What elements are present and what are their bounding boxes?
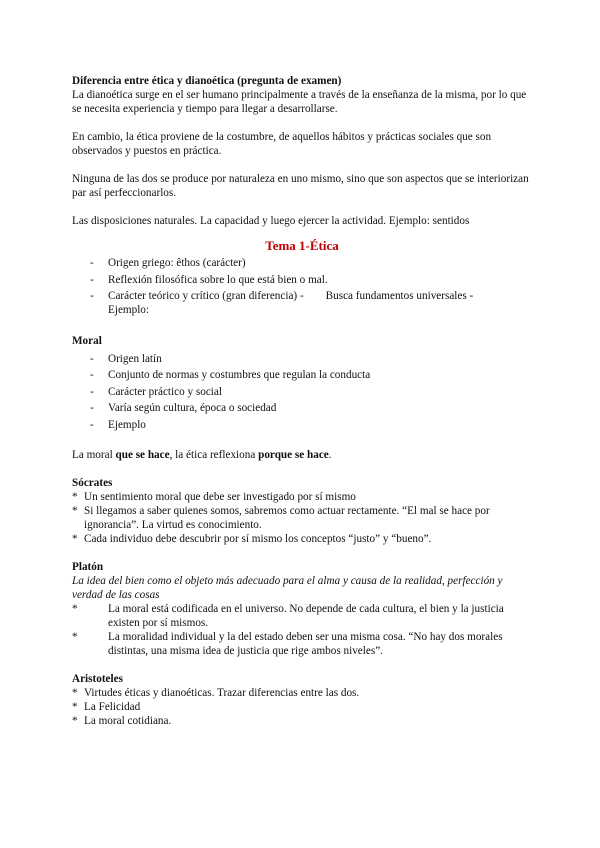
- list-item: * Si llegamos a saber quienes somos, sabremos como actuar rectamente. “El mal se hace por ignorancia”. La virtud es conocimiento.: [72, 504, 532, 532]
- paragraph-naturaleza: Ninguna de las dos se produce por naturaleza en uno mismo, sino que son aspectos que se interiorizan par así perfeccionarlos.: [72, 173, 529, 199]
- list-item: - Origen latín: [72, 352, 532, 366]
- list-item-continuation: Ejemplo:: [108, 304, 150, 316]
- list-item: * La moralidad individual y la del estado deben ser una misma cosa. “No hay dos morales distintas, una misma idea de justicia que rige ambos niveles”.: [72, 630, 532, 658]
- sentence-bold-part: porque se hace: [258, 449, 329, 461]
- list-item: - Ejemplo: [72, 418, 532, 432]
- platon-heading: Platón: [72, 561, 104, 573]
- moral-vs-etica-sentence: [72, 448, 532, 462]
- document-page: [72, 74, 532, 728]
- list-item: - Carácter práctico y social: [72, 385, 532, 399]
- etica-list: [72, 256, 532, 317]
- list-item: * La moral cotidiana.: [72, 714, 532, 728]
- paragraph-etica: En cambio, la ética proviene de la costumbre, de aquellos hábitos y prácticas sociales que son observados y puestos en práctica.: [72, 131, 492, 157]
- tema-title: Tema 1-Ética: [265, 238, 339, 253]
- sentence-bold-part: que se hace: [115, 449, 170, 461]
- list-item: - Varía según cultura, época o sociedad: [72, 401, 532, 415]
- list-item-extra: Busca fundamentos universales -: [325, 290, 474, 302]
- list-item: * Virtudes éticas y dianoéticas. Trazar diferencias entre las dos.: [72, 686, 532, 700]
- aristoteles-heading: Aristoteles: [72, 673, 123, 685]
- list-item-text: Carácter teórico y crítico (gran diferencia) -: [108, 290, 304, 302]
- list-item: - Reflexión filosófica sobre lo que está bien o mal.: [72, 273, 532, 287]
- paragraph-dianoetica: La dianoética surge en el ser humano principalmente a través de la enseñanza de la misma, por lo que se necesita experiencia y tiempo para llegar a desarrollarse.: [72, 89, 527, 115]
- moral-heading: Moral: [72, 334, 102, 347]
- heading-diferencia: Diferencia entre ética y dianoética (pregunta de examen): [72, 75, 342, 87]
- list-item: [72, 289, 532, 317]
- sentence-part: , la ética reflexiona: [169, 449, 259, 461]
- list-item: * La Felicidad: [72, 700, 532, 714]
- sentence-part: .: [328, 449, 332, 461]
- list-item: - Origen griego: êthos (carácter): [72, 256, 532, 270]
- list-item: - Conjunto de normas y costumbres que regulan la conducta: [72, 368, 532, 382]
- list-item: * Cada individuo debe descubrir por sí mismo los conceptos “justo” y “bueno”.: [72, 532, 532, 546]
- platon-quote: La idea del bien como el objeto más adecuado para el alma y causa de la realidad, perfección y verdad de las cosas: [72, 575, 503, 601]
- moral-list: [72, 352, 532, 432]
- list-item: * La moral está codificada en el universo. No depende de cada cultura, el bien y la justicia existen por sí mismos.: [72, 602, 532, 630]
- list-item: * Un sentimiento moral que debe ser investigado por sí mismo: [72, 490, 532, 504]
- paragraph-disposiciones: Las disposiciones naturales. La capacidad y luego ejercer la actividad. Ejemplo: sentidos: [72, 215, 470, 227]
- socrates-heading: Sócrates: [72, 477, 113, 489]
- sentence-part: La moral: [72, 449, 116, 461]
